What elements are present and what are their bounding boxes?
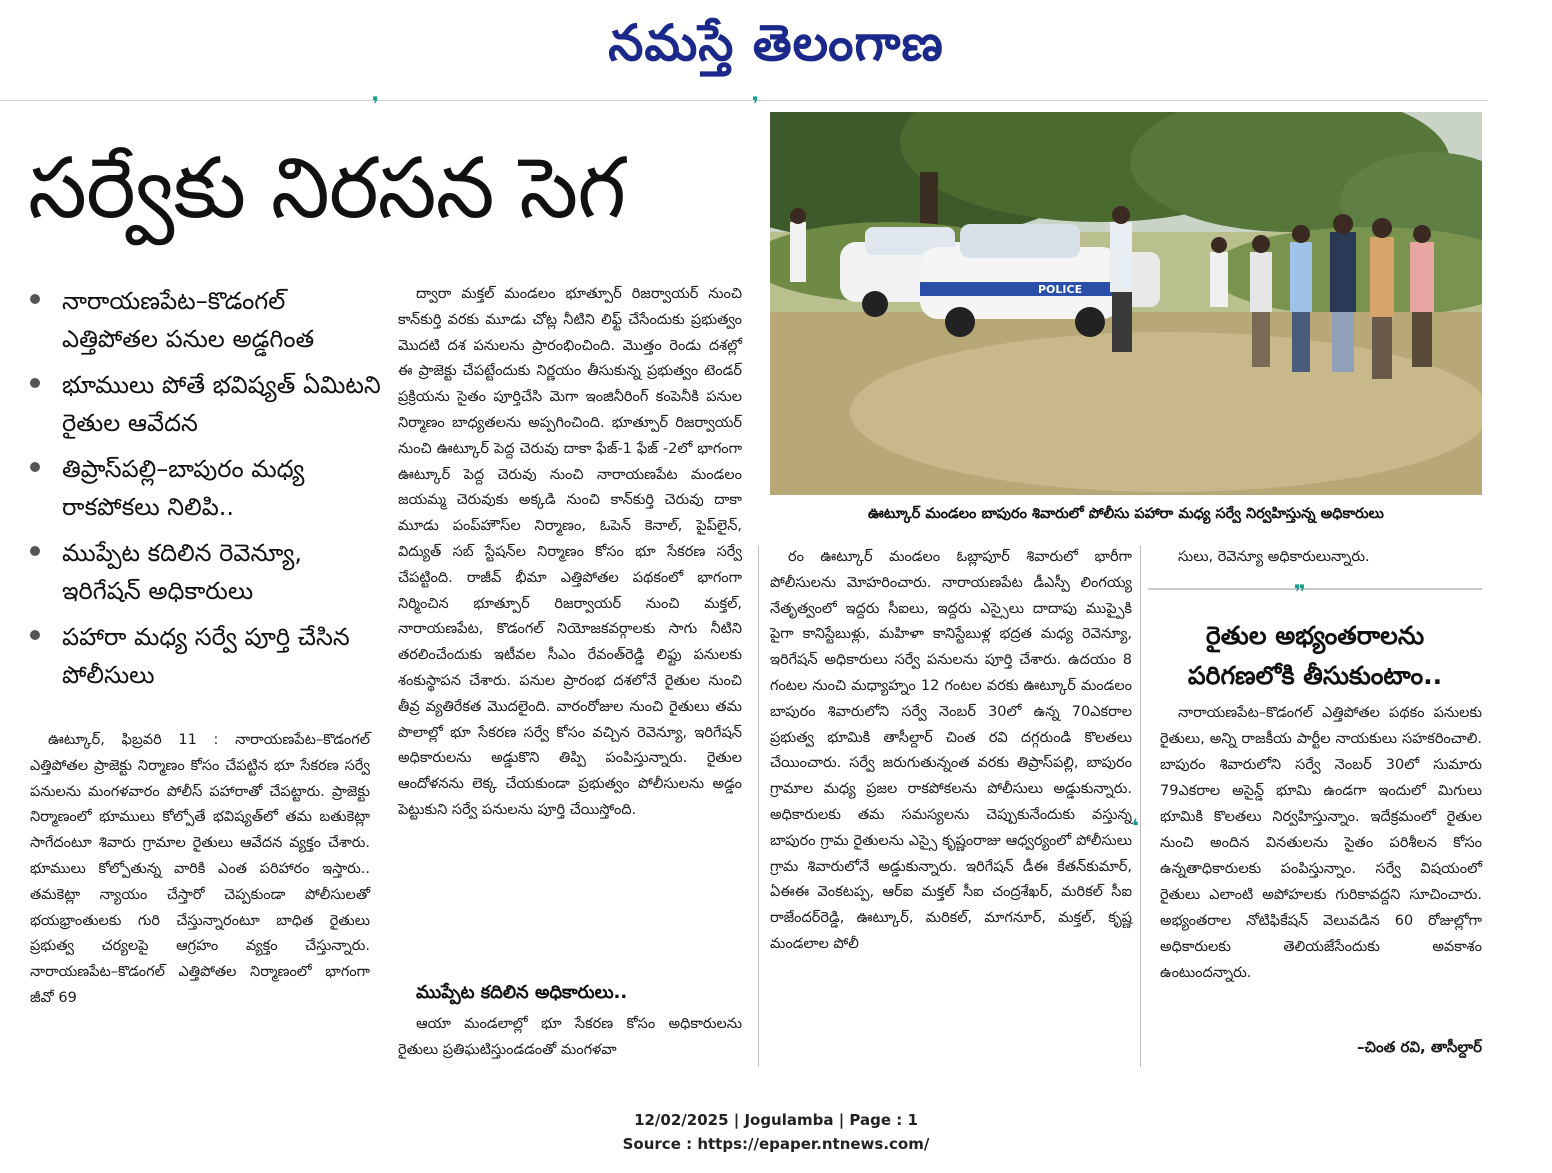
photo-illustration bbox=[770, 112, 1482, 495]
bullet-icon bbox=[30, 462, 40, 472]
column-divider bbox=[1140, 545, 1141, 1067]
newspaper-logo: నమస్తే తెలంగాణ bbox=[608, 13, 944, 72]
article-column-2: ద్వారా మక్తల్ మండలం భూత్పూర్ రిజర్వాయర్ నుంచి కాన్‌కుర్తి వరకు మూడు చోట్ల నీటిని లిఫ్ట్ చేసేందుకు ప్రభుత్వం మొదటి దశ పనులను ప్రారంభించింది. మొత్తం రెండు దశల్లో ఈ ప్రాజెక్టు చేపట్టేందుకు నిర్ణయం తీసుకున్న ప్రభుత్వం టెండర్ ప్రక్రియను సైతం పూర్తిచేసి మెగా ఇంజినీరింగ్ కంపెనీకి పనుల నిర్మాణం బాధ్యతలను అప్పగించింది. భూత్పూర్ రిజర్వాయర్ నుంచి ఊట్కూర్ పెద్ద చెరువు దాకా ఫేజ్-1 ఫేజ్ -2లో భాగంగా ఊట్కూర్ పెద్ద చెరువు నుంచి నారాయణపేట మండలం జయమ్మ చెరువుకు అక్కడి నుంచి కాన్‌కుర్తి చెరువు దాకా మూడు పంప్‌హౌస్‌ల నిర్మాణం, ఓపెన్ కెనాల్, పైప్‌లైన్, విద్యుత్ సబ్ స్టేషన్‌ల నిర్మాణం కోసం భూ సేకరణ సర్వే చేపట్టింది. రాజీవ్ భీమా ఎత్తిపోతల పథకంలో భాగంగా నిర్మించిన భూత్పూర్ రిజర్వాయర్ నుంచి మక్తల్, నారాయణపేట, కొడంగల్ నియోజకవర్గాలకు సాగు నీటిని తరలించేందుకు ఇటీవల సీఎం రేవంత్‌రెడ్డి లిఫ్టు పనులకు శంకుస్థాపన చేశారు. పనుల ప్రారంభ దశలోనే రైతుల నుంచి తీవ్ర వ్యతిరేకత మొదలైంది. వారంరోజుల నుంచి రైతులు తమ పొలాల్లో భూ సేకరణ సర్వే కోసం వచ్చిన రెవెన్యూ, ఇరిగేషన్ అధికారులను అడ్డుకొని తిప్పి పంపిస్తున్నారు. రైతుల ఆందోళనను లెక్క చేయకుండా ప్రభుత్వం పోలీసులను అడ్డం పెట్టుకుని సర్వే పనులను పూర్తి చేయిస్తోంది. bbox=[398, 286, 742, 818]
vehicle-label: POLICE bbox=[1038, 283, 1083, 296]
masthead bbox=[0, 8, 1552, 78]
article-column-1: ఊట్కూర్, ఫిబ్రవరి 11 : నారాయణపేట–కొడంగల్ ఎత్తిపోతల ప్రాజెక్టు నిర్మాణం కోసం చేపట్టిన భూ సేకరణ సర్వే పనులను మంగళవారం పోలీస్ పహారాతో చేపట్టారు. ప్రాజెక్టు నిర్మాణంలో భూములు కోల్పోతే భవిష్యత్‌లో తమ బతుకెట్లా సాగేదంటూ శివారు గ్రామాల రైతులు ఆవేదన వ్యక్తం చేశారు. భూములు కోల్పోతున్న వారికి ఎంత పరిహారం ఇస్తారు.. తమకెట్లా న్యాయం చేస్తారో చెప్పకుండా పోలీసులతో భయభ్రాంతులకు గురి చేస్తున్నారంటూ బాధిత రైతులు ప్రభుత్వ చర్యలపై ఆగ్రహం వ్యక్తం చేస్తున్నారు. నారాయణపేట–కొడంగల్ ఎత్తిపోతల నిర్మాణంలో భాగంగా జీవో 69 bbox=[30, 732, 370, 1006]
top-divider bbox=[0, 100, 1488, 101]
bullet-icon bbox=[30, 294, 40, 304]
bullet-icon bbox=[30, 630, 40, 640]
quote-box-headline: రైతుల అభ్యంతరాలను పరిగణలోకి తీసుకుంటాం.. bbox=[1187, 621, 1443, 690]
quote-icon: ❜ bbox=[372, 92, 379, 116]
article-column-4: సులు, రెవెన్యూ అధికారులున్నారు. bbox=[1178, 549, 1370, 565]
quote-signature: –చింత రవి, తాసీల్దార్ bbox=[1356, 1038, 1482, 1056]
edition-info: 12/02/2025 | Jogulamba | Page : 1 bbox=[634, 1111, 918, 1129]
quote-box bbox=[1132, 580, 1482, 1068]
article-subheading: ముప్పేట కదిలిన అధికారులు.. bbox=[416, 982, 628, 1003]
quote-icon: ❛ bbox=[1132, 814, 1139, 838]
highlight-item: పహారా మధ్య సర్వే పూర్తి చేసిన పోలీసులు bbox=[28, 618, 388, 694]
quote-box-body: నారాయణపేట–కొడంగల్ ఎత్తిపోతల పథకం పనులకు రైతులు, అన్ని రాజకీయ పార్టీల నాయకులు సహకరించాలి. బాపురం శివారులోని సర్వే నెంబర్ 30లో సుమారు 79ఎకరాల అసైన్డ్ భూమి ఉండగా ఇందులో మిగులు భూమికి కొలతలు నిర్వహిస్తున్నాం. ఇదేక్రమంలో రైతుల నుంచి అందిన వినతులను సైతం పరిశీలన కోసం ఉన్నతాధికారులకు పంపిస్తున్నాం. సర్వే విషయంలో రైతులు ఎలాంటి అపోహలకు గురికావద్దని సూచించారు. అభ్యంతరాల నోటిఫికేషన్ వెలువడిన 60 రోజుల్లోగా అధికారులకు తెలియజేసేందుకు అవకాశం ఉంటుందన్నారు. bbox=[1160, 705, 1482, 981]
article-column-2-continued: ఆయా మండలాల్లో భూ సేకరణ కోసం అధికారులను రైతులు ప్రతిఘటిస్తుండడంతో మంగళవా bbox=[398, 1016, 742, 1058]
column-divider bbox=[758, 545, 759, 1067]
news-photo bbox=[770, 112, 1482, 495]
source-link[interactable]: Source : https://epaper.ntnews.com/ bbox=[622, 1135, 930, 1153]
highlight-item: భూములు పోతే భవిష్యత్ ఏమిటని రైతుల ఆవేదన bbox=[28, 366, 388, 442]
highlight-item: ముప్పేట కదిలిన రెవెన్యూ, ఇరిగేషన్ అధికారులు bbox=[28, 534, 388, 610]
bullet-icon bbox=[30, 546, 40, 556]
page-footer bbox=[0, 1108, 1552, 1156]
highlights-list bbox=[28, 282, 388, 702]
bullet-icon bbox=[30, 378, 40, 388]
quote-icon: ❜ bbox=[752, 92, 759, 116]
quote-icon: ❞ bbox=[1294, 580, 1306, 604]
article-column-3: రం ఊట్కూర్ మండలం ఓబ్లాపూర్ శివారులో భారీగా పోలీసులను మోహరించారు. నారాయణపేట డీఎస్పీ లింగయ్య నేతృత్వంలో ఇద్దరు సీఐలు, ఇద్దరు ఎస్సైలు దాదాపు ముప్పైకి పైగా కానిస్టేబుళ్లు, మహిళా కానిస్టేబుళ్ల భద్రత మధ్య రెవెన్యూ, ఇరిగేషన్ అధికారులు సర్వే పనులను పూర్తి చేశారు. ఉదయం 8 గంటల నుంచి మధ్యాహ్నం 12 గంటల వరకు ఊట్కూర్ మండలం బాపురం శివారులోని సర్వే నెంబర్ 30లో ఉన్న 70ఎకరాల ప్రభుత్వ భూమికి తాసీల్దార్ చింత రవి దగ్గరుండి కొలతలు చేయించారు. సర్వే జరుగుతున్నంత వరకు తిప్రాస్‌పల్లి, బాపురం గ్రామాల మధ్య ప్రజల రాకపోకలను పోలీసులు అడ్డుకున్నారు. అధికారులకు తమ సమస్యలను చెప్పుకునేందుకు వస్తున్న బాపురం గ్రామ రైతులను ఎస్సై కృష్ణంరాజు ఆధ్వర్యంలో పోలీసులు గ్రామ శివారులోనే అడ్డుకున్నారు. ఇరిగేషన్ డీఈ కేతన్‌కుమార్, ఏఈఈ వెంకటప్ప, ఆర్ఐ మక్తల్ సీఐ చంద్రశేఖర్, మరికల్ సీఐ రాజేందర్‌రెడ్డి, ఊట్కూర్, మరికల్, మాగనూర్, మక్తల్, కృష్ణ మండలాల పోలీ bbox=[770, 549, 1132, 952]
highlight-item: నారాయణపేట–కొడంగల్ ఎత్తిపోతల పనుల అడ్డగింత bbox=[28, 282, 388, 358]
highlight-item: తిప్రాస్‌పల్లి–బాపురం మధ్య రాకపోకలు నిలిపి.. bbox=[28, 450, 388, 526]
article-headline: సర్వేకు నిరసన సెగ bbox=[28, 139, 626, 237]
photo-caption: ఊట్కూర్ మండలం బాపురం శివారులో పోలీసు పహారా మధ్య సర్వే నిర్వహిస్తున్న అధికారులు bbox=[868, 506, 1384, 522]
